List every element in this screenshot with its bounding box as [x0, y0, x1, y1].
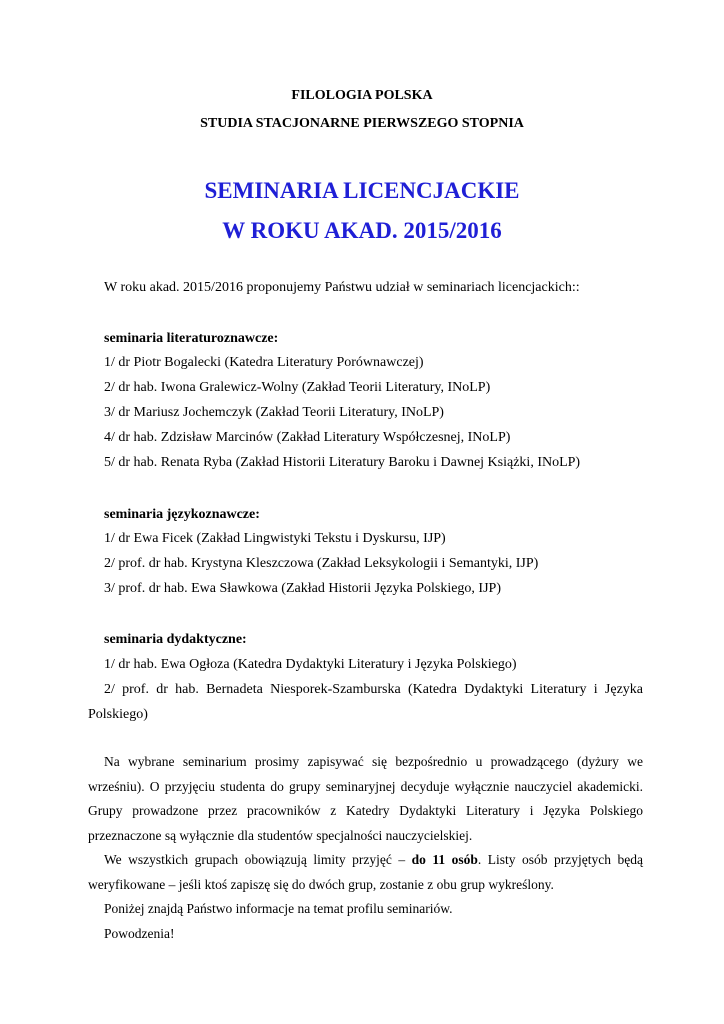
- did-heading: seminaria dydaktyczne:: [104, 632, 247, 647]
- lit-item: 4/ dr hab. Zdzisław Marcinów (Zakład Literatury Współczesnej, INoLP): [104, 430, 511, 445]
- did-item: 2/ prof. dr hab. Bernadeta Niesporek-Szamburska (Katedra Dydaktyki Literatury i Języka: [104, 682, 643, 697]
- page-title: SEMINARIA LICENCJACKIE: [204, 178, 520, 203]
- lit-item: 5/ dr hab. Renata Ryba (Zakład Historii Literatury Baroku i Dawnej Książki, INoLP): [104, 455, 581, 470]
- limit-note-text: We wszystkich grupach obowiązują limity przyjęć –: [104, 852, 412, 867]
- notes-section: [88, 750, 643, 946]
- profile-info-note: Poniżej znajdą Państwo informacje na temat profilu seminariów.: [104, 901, 453, 916]
- ling-item: 1/ dr Ewa Ficek (Zakład Lingwistyki Tekstu i Dyskursu, IJP): [104, 531, 446, 546]
- closing-note: Powodzenia!: [104, 925, 175, 941]
- did-item-continuation: Polskiego): [88, 707, 148, 722]
- page-subtitle: W ROKU AKAD. 2015/2016: [222, 218, 502, 243]
- limit-value: do 11 osób: [411, 852, 478, 867]
- ling-item: 3/ prof. dr hab. Ewa Sławkowa (Zakład Historii Języka Polskiego, IJP): [104, 581, 501, 596]
- ling-heading: seminaria językoznawcze:: [104, 507, 260, 522]
- did-item: 1/ dr hab. Ewa Ogłoza (Katedra Dydaktyki Literatury i Języka Polskiego): [104, 657, 517, 672]
- lit-heading: seminaria literaturoznawcze:: [104, 331, 279, 346]
- intro-text: W roku akad. 2015/2016 proponujemy Państwu udział w seminariach licencjackich::: [104, 280, 580, 295]
- lit-item: 2/ dr hab. Iwona Gralewicz-Wolny (Zakład Teorii Literatury, INoLP): [104, 380, 491, 395]
- lit-item: 1/ dr Piotr Bogalecki (Katedra Literatury Porównawczej): [104, 355, 424, 370]
- ling-item: 2/ prof. dr hab. Krystyna Kleszczowa (Zakład Leksykologii i Semantyki, IJP): [104, 556, 539, 571]
- faculty-name: FILOLOGIA POLSKA: [291, 88, 433, 103]
- limit-note-text-end: . Listy osób przyjętych będą weryfikowane – jeśli ktoś zapiszę się do dwóch grup, zostanie z obu grup wykreślony.: [88, 852, 644, 892]
- study-type: STUDIA STACJONARNE PIERWSZEGO STOPNIA: [200, 116, 524, 131]
- enrollment-note: Na wybrane seminarium prosimy zapisywać się bezpośrednio u prowadzącego (dyżury we wrześniu). O przyjęciu studenta do grupy seminaryjnej decyduje wyłącznie nauczyciel akademicki. Grupy prowadzone przez pracowników z Katedry Dydaktyki Literatury i Języka Polskiego przeznaczone są wyłącznie dla studentów specjalności nauczycielskiej.: [88, 754, 643, 843]
- lit-item: 3/ dr Mariusz Jochemczyk (Zakład Teorii Literatury, INoLP): [104, 405, 444, 420]
- limit-note: [88, 848, 643, 897]
